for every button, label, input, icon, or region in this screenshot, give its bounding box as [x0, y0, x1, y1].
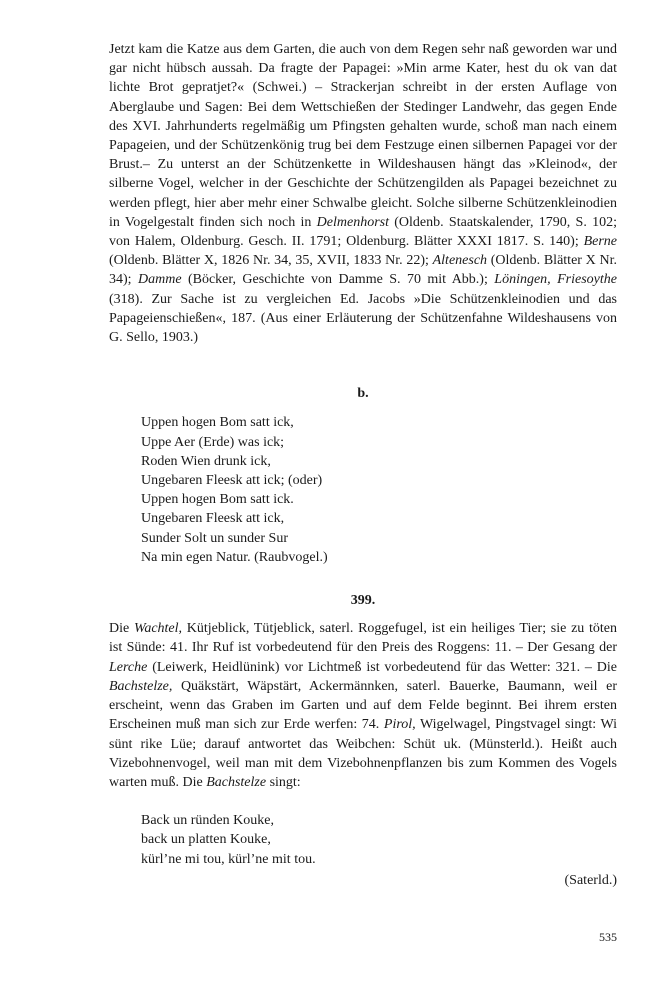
source-note: (Saterld.) — [564, 872, 617, 888]
verse-line: Uppe Aer (Erde) was ick; — [141, 434, 285, 450]
verse-line: Back un ründen Kouke, — [141, 813, 274, 829]
paragraph-papagei: Jetzt kam die Katze aus dem Garten, die auch von dem Regen sehr naß geworden war und gar nicht hübsch aussah. Da fragte der Papagei: »Min arme Kater, hest du ok van dat lichte Brot gepratjet?« (Schwei.) – Strackerjan schreibt in der ersten Auflage von Aberglaube und Sagen: Bei dem Wettschießen der Stedinger Landwehr, das gegen Ende des XVI. Jahrhunderts regelmäßig um Pfingsten gehalten wurde, schoß man nach einem Papageien, und der Schützenkönig trug bei dem Festzuge einen silbernen Papagei vor der Brust.– Zu unterst an der Schützenkette in Wildeshausen hängt das »Kleinod«, der silberne Vogel, welcher in der Geschichte der Schützengilden als Papagei bezeichnet zu werden pflegt, hier aber mehr einer Schwalbe gleicht. Solche silberne Schützenkleinodien in Vogelgestalt finden sich noch in Delmenhorst (Oldenb. Staatskalender, 1790, S. 102; von Halem, Oldenburg. Gesch. II. 1791; Oldenburg. Blätter XXXI 1817. S. 140); Berne (Oldenb. Blätter X, 1826 Nr. 34, 35, XVII, 1833 Nr. 22); Altenesch (Oldenb. Blätter X Nr. 34); Damme (Böcker, Geschichte von Damme S. 70 mit Abb.); Löningen, Friesoythe (318). Zur Sache ist zu vergleichen Ed. Jacobs »Die Schützenkleinodien und das Papageienschießen«, 187. (Aus einer Erläuterung der Schützenfahne Wildeshausens von G. Sello, 1903.) — [109, 42, 617, 346]
section-heading-b: b. — [357, 386, 369, 402]
verse-line: Uppen hogen Bom satt ick. — [141, 492, 294, 508]
verse-bachstelze — [141, 811, 617, 869]
verse-line: Sunder Solt un sunder Sur — [141, 530, 288, 546]
verse-line: Ungebaren Fleesk att ick, — [141, 511, 285, 527]
section-heading-399: 399. — [350, 593, 376, 609]
verse-line: back un platten Kouke, — [141, 832, 271, 848]
page-body — [109, 40, 617, 890]
verse-line: Ungebaren Fleesk att ick; (oder) — [141, 473, 323, 489]
verse-raubvogel — [141, 413, 617, 567]
page-number: 535 — [599, 930, 617, 944]
paragraph-voegel: Die Wachtel, Kütjeblick, Tütjeblick, saterl. Roggefugel, ist ein heiliges Tier; sie zu töten ist Sünde: 41. Ihr Ruf ist vorbedeutend für den Preis des Roggens: 11. – Der Gesang der Lerche (Leiwerk, Heidlünink) vor Lichtmeß ist vorbedeutend für das Wetter: 321. – Die Bachstelze, Quäkstärt, Wäpstärt, Ackermännken, saterl. Bauerke, Baumann, weil er erscheint, wenn das Graben im Garten und auf dem Felde beginnt. Bei ihrem ersten Erscheinen muß man sich zur Erde werfen: 74. Pirol, Wigelwagel, Pingstvagel singt: Wi sünt rike Lüe; darauf antwortet das Weibchen: Schüt uk. (Münsterld.). Heißt auch Vizebohnenvogel, weil man mit dem Vizebohnenpflanzen bis zum Kommen des Vogels warten muß. Die Bachstelze singt: — [109, 621, 618, 790]
verse-line: Roden Wien drunk ick, — [141, 453, 271, 469]
verse-line: Uppen hogen Bom satt ick, — [141, 415, 294, 431]
verse-line: kürl’ne mi tou, kürl’ne mit tou. — [141, 851, 316, 867]
verse-line: Na min egen Natur. (Raubvogel.) — [141, 549, 328, 565]
